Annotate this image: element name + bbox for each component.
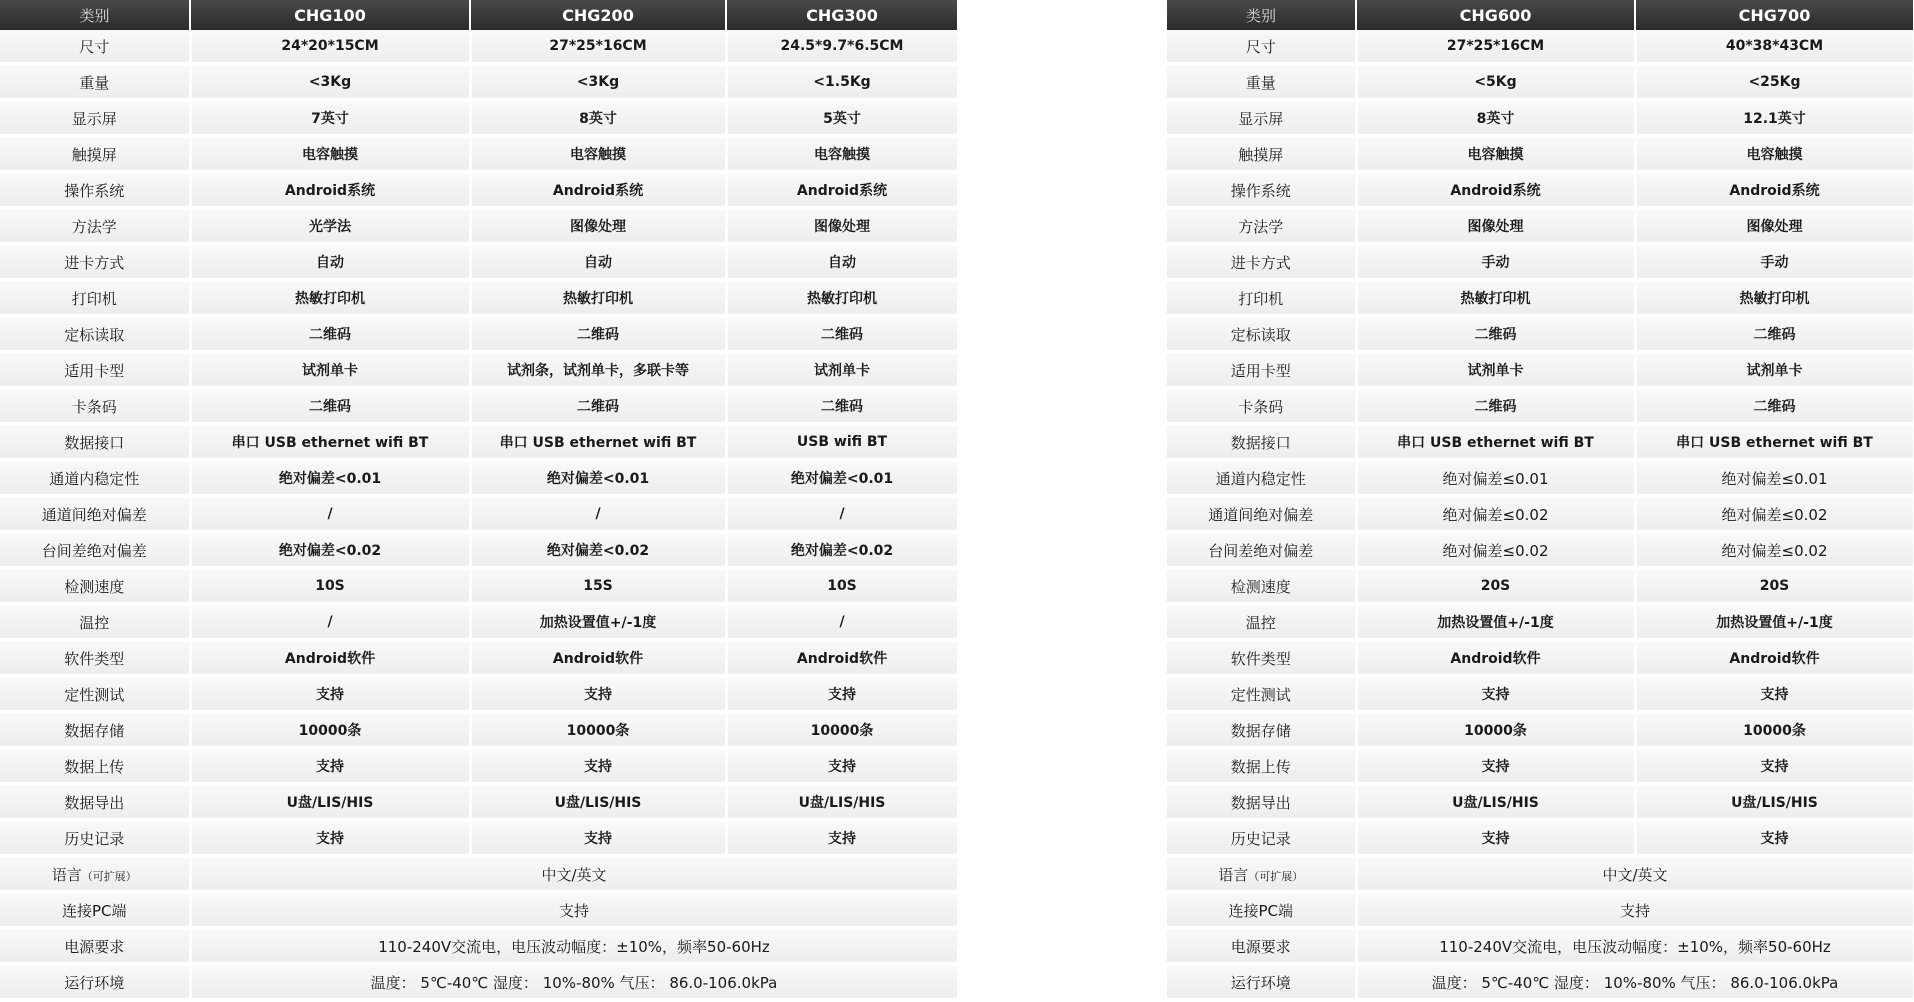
spec-value: 电容触摸	[470, 136, 726, 172]
spec-row	[1167, 388, 1914, 424]
spec-label-text: 连接PC端	[61, 901, 127, 920]
spec-label	[1167, 856, 1356, 892]
model-header: CHG300	[726, 0, 958, 30]
spec-label-text: 电源要求	[64, 937, 125, 956]
spec-label: 重量	[0, 64, 190, 100]
spec-label-text: 连接PC端	[1228, 901, 1294, 920]
model-header: CHG700	[1635, 0, 1914, 30]
spec-value: 支持	[1356, 820, 1635, 856]
spec-value: 试剂单卡	[190, 352, 470, 388]
spec-row	[0, 172, 958, 208]
spec-label: 数据导出	[1167, 784, 1356, 820]
spec-row-shared	[1167, 928, 1914, 964]
spec-value: 15S	[470, 568, 726, 604]
spec-value: 支持	[1356, 676, 1635, 712]
spec-value: 自动	[470, 244, 726, 280]
spec-row	[0, 424, 958, 460]
spec-value: 绝对偏差<0.02	[470, 532, 726, 568]
spec-label: 通道间绝对偏差	[0, 496, 190, 532]
model-header: CHG600	[1356, 0, 1635, 30]
spec-value: 支持	[470, 820, 726, 856]
spec-row	[1167, 30, 1914, 64]
spec-row	[1167, 136, 1914, 172]
spec-value: Android软件	[726, 640, 958, 676]
spec-value: 电容触摸	[190, 136, 470, 172]
spec-label: 打印机	[1167, 280, 1356, 316]
spec-label	[0, 856, 190, 892]
spec-row	[1167, 676, 1914, 712]
spec-row	[0, 136, 958, 172]
spec-label-text: 语言	[51, 865, 82, 884]
spec-value: 串口 USB ethernet wifi BT	[1635, 424, 1914, 460]
spec-value: 二维码	[1635, 316, 1914, 352]
spec-value: 图像处理	[1356, 208, 1635, 244]
spec-value: 串口 USB ethernet wifi BT	[190, 424, 470, 460]
spec-row	[0, 748, 958, 784]
spec-label: 数据上传	[0, 748, 190, 784]
spec-row	[1167, 424, 1914, 460]
spec-value: 图像处理	[726, 208, 958, 244]
spec-row-shared	[0, 964, 958, 1000]
spec-label: 操作系统	[0, 172, 190, 208]
spec-value: 自动	[190, 244, 470, 280]
spec-row	[0, 712, 958, 748]
spec-label: 数据接口	[1167, 424, 1356, 460]
spec-label: 通道内稳定性	[1167, 460, 1356, 496]
spec-value: 二维码	[1635, 388, 1914, 424]
spec-value: 27*25*16CM	[1356, 30, 1635, 64]
spec-value: 10000条	[726, 712, 958, 748]
spec-label: 温控	[0, 604, 190, 640]
spec-label-text: 运行环境	[64, 973, 125, 992]
spec-row-shared	[1167, 856, 1914, 892]
spec-value: 绝对偏差<0.01	[726, 460, 958, 496]
spec-value: 支持	[1356, 748, 1635, 784]
spec-value: 二维码	[470, 316, 726, 352]
spec-label: 进卡方式	[0, 244, 190, 280]
spec-value: 加热设置值+/-1度	[1356, 604, 1635, 640]
spec-value: 电容触摸	[726, 136, 958, 172]
spec-label: 通道内稳定性	[0, 460, 190, 496]
spec-value: Android系统	[726, 172, 958, 208]
spec-row	[0, 244, 958, 280]
spec-row	[0, 280, 958, 316]
spec-value: 二维码	[726, 316, 958, 352]
spec-label: 进卡方式	[1167, 244, 1356, 280]
spec-label	[1167, 928, 1356, 964]
spec-value: 试剂单卡	[726, 352, 958, 388]
spec-label	[0, 964, 190, 1000]
category-header: 类别	[0, 0, 190, 30]
spec-value: Android软件	[1635, 640, 1914, 676]
spec-value: 绝对偏差≤0.02	[1356, 496, 1635, 532]
spec-value: USB wifi BT	[726, 424, 958, 460]
spec-value: /	[726, 604, 958, 640]
spec-row	[1167, 244, 1914, 280]
spec-value: 光学法	[190, 208, 470, 244]
spec-value: 热敏打印机	[470, 280, 726, 316]
spec-label: 重量	[1167, 64, 1356, 100]
spec-value-shared: 中文/英文	[190, 856, 958, 892]
model-header: CHG200	[470, 0, 726, 30]
spec-value: U盘/LIS/HIS	[1356, 784, 1635, 820]
spec-label-text: 运行环境	[1230, 973, 1291, 992]
spec-value: 10000条	[1635, 712, 1914, 748]
spec-value: Android软件	[190, 640, 470, 676]
spec-row	[0, 208, 958, 244]
spec-value: 支持	[190, 676, 470, 712]
spec-label: 数据上传	[1167, 748, 1356, 784]
spec-value: 5英寸	[726, 100, 958, 136]
spec-value-shared: 支持	[1356, 892, 1914, 928]
spec-row	[1167, 532, 1914, 568]
spec-row	[0, 784, 958, 820]
spec-row-shared	[0, 892, 958, 928]
spec-value-shared: 温度： 5℃-40℃ 湿度： 10%-80% 气压： 86.0-106.0kPa	[190, 964, 958, 1000]
spec-row	[1167, 208, 1914, 244]
spec-row	[1167, 820, 1914, 856]
spec-value: Android系统	[190, 172, 470, 208]
spec-row	[1167, 280, 1914, 316]
spec-label	[1167, 964, 1356, 1000]
spec-label: 卡条码	[0, 388, 190, 424]
spec-value: 二维码	[190, 316, 470, 352]
spec-value: 二维码	[1356, 388, 1635, 424]
spec-value: 串口 USB ethernet wifi BT	[470, 424, 726, 460]
spec-value: 20S	[1635, 568, 1914, 604]
spec-value: 绝对偏差<0.02	[726, 532, 958, 568]
spec-label: 数据存储	[0, 712, 190, 748]
spec-value: 支持	[190, 820, 470, 856]
spec-value: 24*20*15CM	[190, 30, 470, 64]
spec-value: 串口 USB ethernet wifi BT	[1356, 424, 1635, 460]
spec-label: 数据导出	[0, 784, 190, 820]
spec-value: 图像处理	[470, 208, 726, 244]
spec-label: 显示屏	[1167, 100, 1356, 136]
spec-value: <25Kg	[1635, 64, 1914, 100]
spec-value: 试剂条，试剂单卡，多联卡等	[470, 352, 726, 388]
spec-value: 绝对偏差≤0.01	[1635, 460, 1914, 496]
spec-row	[0, 100, 958, 136]
category-header: 类别	[1167, 0, 1356, 30]
spec-label: 定标读取	[0, 316, 190, 352]
spec-value: /	[470, 496, 726, 532]
spec-label: 检测速度	[0, 568, 190, 604]
spec-row-shared	[1167, 964, 1914, 1000]
spec-row-shared	[1167, 892, 1914, 928]
spec-label: 尺寸	[0, 30, 190, 64]
spec-row	[0, 30, 958, 64]
spec-value: 手动	[1635, 244, 1914, 280]
spec-value: Android系统	[1356, 172, 1635, 208]
spec-value: 试剂单卡	[1356, 352, 1635, 388]
spec-row	[1167, 496, 1914, 532]
spec-value: <1.5Kg	[726, 64, 958, 100]
spec-value: 10000条	[190, 712, 470, 748]
spec-value: 绝对偏差<0.01	[470, 460, 726, 496]
spec-row	[0, 820, 958, 856]
spec-value: /	[726, 496, 958, 532]
spec-row	[1167, 748, 1914, 784]
spec-label: 触摸屏	[0, 136, 190, 172]
spec-label: 打印机	[0, 280, 190, 316]
spec-row	[1167, 64, 1914, 100]
spec-row	[0, 388, 958, 424]
spec-value-shared: 中文/英文	[1356, 856, 1914, 892]
spec-value: 10000条	[1356, 712, 1635, 748]
spec-value: 绝对偏差≤0.01	[1356, 460, 1635, 496]
header-row	[0, 0, 958, 30]
spec-value: <3Kg	[470, 64, 726, 100]
spec-value: 支持	[1635, 820, 1914, 856]
spec-value: 绝对偏差≤0.02	[1635, 532, 1914, 568]
spec-row	[0, 64, 958, 100]
spec-value: Android软件	[470, 640, 726, 676]
spec-row	[0, 460, 958, 496]
spec-row	[0, 352, 958, 388]
spec-value: 图像处理	[1635, 208, 1914, 244]
spec-row	[0, 532, 958, 568]
spec-value: 支持	[726, 676, 958, 712]
spec-label: 检测速度	[1167, 568, 1356, 604]
spec-value-shared: 110-240V交流电，电压波动幅度：±10%，频率50-60Hz	[1356, 928, 1914, 964]
spec-value-shared: 110-240V交流电，电压波动幅度：±10%，频率50-60Hz	[190, 928, 958, 964]
spec-value: 加热设置值+/-1度	[470, 604, 726, 640]
spec-label: 显示屏	[0, 100, 190, 136]
spec-row	[1167, 712, 1914, 748]
model-header: CHG100	[190, 0, 470, 30]
spec-label-text: 语言	[1218, 865, 1249, 884]
spec-value: Android系统	[1635, 172, 1914, 208]
spec-label: 数据接口	[0, 424, 190, 460]
spec-label: 定标读取	[1167, 316, 1356, 352]
spec-value: 电容触摸	[1635, 136, 1914, 172]
spec-value-shared: 温度： 5℃-40℃ 湿度： 10%-80% 气压： 86.0-106.0kPa	[1356, 964, 1914, 1000]
spec-label: 台间差绝对偏差	[0, 532, 190, 568]
spec-row	[1167, 316, 1914, 352]
spec-label	[0, 928, 190, 964]
spec-value: 10000条	[470, 712, 726, 748]
spec-value: 7英寸	[190, 100, 470, 136]
spec-value: U盘/LIS/HIS	[470, 784, 726, 820]
spec-value: 加热设置值+/-1度	[1635, 604, 1914, 640]
spec-value: 12.1英寸	[1635, 100, 1914, 136]
spec-value: 支持	[1635, 748, 1914, 784]
spec-value: <5Kg	[1356, 64, 1635, 100]
spec-row	[1167, 568, 1914, 604]
spec-row-shared	[0, 928, 958, 964]
spec-row-shared	[0, 856, 958, 892]
spec-value: /	[190, 496, 470, 532]
spec-row	[1167, 460, 1914, 496]
spec-label: 卡条码	[1167, 388, 1356, 424]
spec-value: 支持	[726, 820, 958, 856]
spec-value: 绝对偏差≤0.02	[1635, 496, 1914, 532]
spec-value: 二维码	[190, 388, 470, 424]
spec-label-note: （可扩展）	[81, 869, 137, 883]
spec-label: 历史记录	[1167, 820, 1356, 856]
spec-label: 触摸屏	[1167, 136, 1356, 172]
spec-value: 绝对偏差<0.01	[190, 460, 470, 496]
spec-value: 10S	[726, 568, 958, 604]
spec-value: 热敏打印机	[726, 280, 958, 316]
spec-value: 自动	[726, 244, 958, 280]
spec-value: 8英寸	[470, 100, 726, 136]
spec-row	[0, 496, 958, 532]
spec-row	[0, 316, 958, 352]
spec-label: 温控	[1167, 604, 1356, 640]
spec-value: 支持	[470, 748, 726, 784]
spec-value: 40*38*43CM	[1635, 30, 1914, 64]
spec-row	[1167, 640, 1914, 676]
spec-row	[0, 604, 958, 640]
spec-row	[0, 568, 958, 604]
spec-value: 热敏打印机	[1635, 280, 1914, 316]
spec-value: Android软件	[1356, 640, 1635, 676]
spec-label-text: 电源要求	[1230, 937, 1291, 956]
spec-value: 支持	[726, 748, 958, 784]
spec-label: 适用卡型	[1167, 352, 1356, 388]
spec-label: 尺寸	[1167, 30, 1356, 64]
spec-label	[0, 892, 190, 928]
spec-row	[1167, 172, 1914, 208]
spec-value: 8英寸	[1356, 100, 1635, 136]
spec-value: 10S	[190, 568, 470, 604]
spec-value: 电容触摸	[1356, 136, 1635, 172]
spec-value: 支持	[470, 676, 726, 712]
spec-row	[0, 676, 958, 712]
spec-label: 操作系统	[1167, 172, 1356, 208]
spec-value: /	[190, 604, 470, 640]
spec-label	[1167, 892, 1356, 928]
spec-value: 支持	[1635, 676, 1914, 712]
spec-value: U盘/LIS/HIS	[726, 784, 958, 820]
spec-value: 绝对偏差≤0.02	[1356, 532, 1635, 568]
spec-value-shared: 支持	[190, 892, 958, 928]
spec-value: 手动	[1356, 244, 1635, 280]
spec-value: 热敏打印机	[190, 280, 470, 316]
spec-value: U盘/LIS/HIS	[1635, 784, 1914, 820]
spec-label-note: （可扩展）	[1248, 869, 1304, 883]
spec-label: 历史记录	[0, 820, 190, 856]
spec-label: 数据存储	[1167, 712, 1356, 748]
spec-row	[1167, 784, 1914, 820]
spec-value: 24.5*9.7*6.5CM	[726, 30, 958, 64]
spec-value: 27*25*16CM	[470, 30, 726, 64]
spec-value: 二维码	[726, 388, 958, 424]
spec-label: 方法学	[1167, 208, 1356, 244]
spec-label: 软件类型	[0, 640, 190, 676]
spec-row	[1167, 100, 1914, 136]
spec-value: 绝对偏差<0.02	[190, 532, 470, 568]
spec-label: 软件类型	[1167, 640, 1356, 676]
spec-row	[1167, 352, 1914, 388]
spec-value: 支持	[190, 748, 470, 784]
spec-value: 二维码	[470, 388, 726, 424]
spec-value: Android系统	[470, 172, 726, 208]
spec-value: 试剂单卡	[1635, 352, 1914, 388]
spec-label: 定性测试	[0, 676, 190, 712]
spec-value: <3Kg	[190, 64, 470, 100]
spec-row	[0, 640, 958, 676]
spec-value: 二维码	[1356, 316, 1635, 352]
spec-row	[1167, 604, 1914, 640]
spec-value: 热敏打印机	[1356, 280, 1635, 316]
spec-label: 定性测试	[1167, 676, 1356, 712]
spec-label: 适用卡型	[0, 352, 190, 388]
spec-label: 方法学	[0, 208, 190, 244]
spec-table-right	[1167, 0, 1914, 1002]
spec-label: 台间差绝对偏差	[1167, 532, 1356, 568]
spec-value: U盘/LIS/HIS	[190, 784, 470, 820]
spec-value: 20S	[1356, 568, 1635, 604]
spec-label: 通道间绝对偏差	[1167, 496, 1356, 532]
header-row	[1167, 0, 1914, 30]
